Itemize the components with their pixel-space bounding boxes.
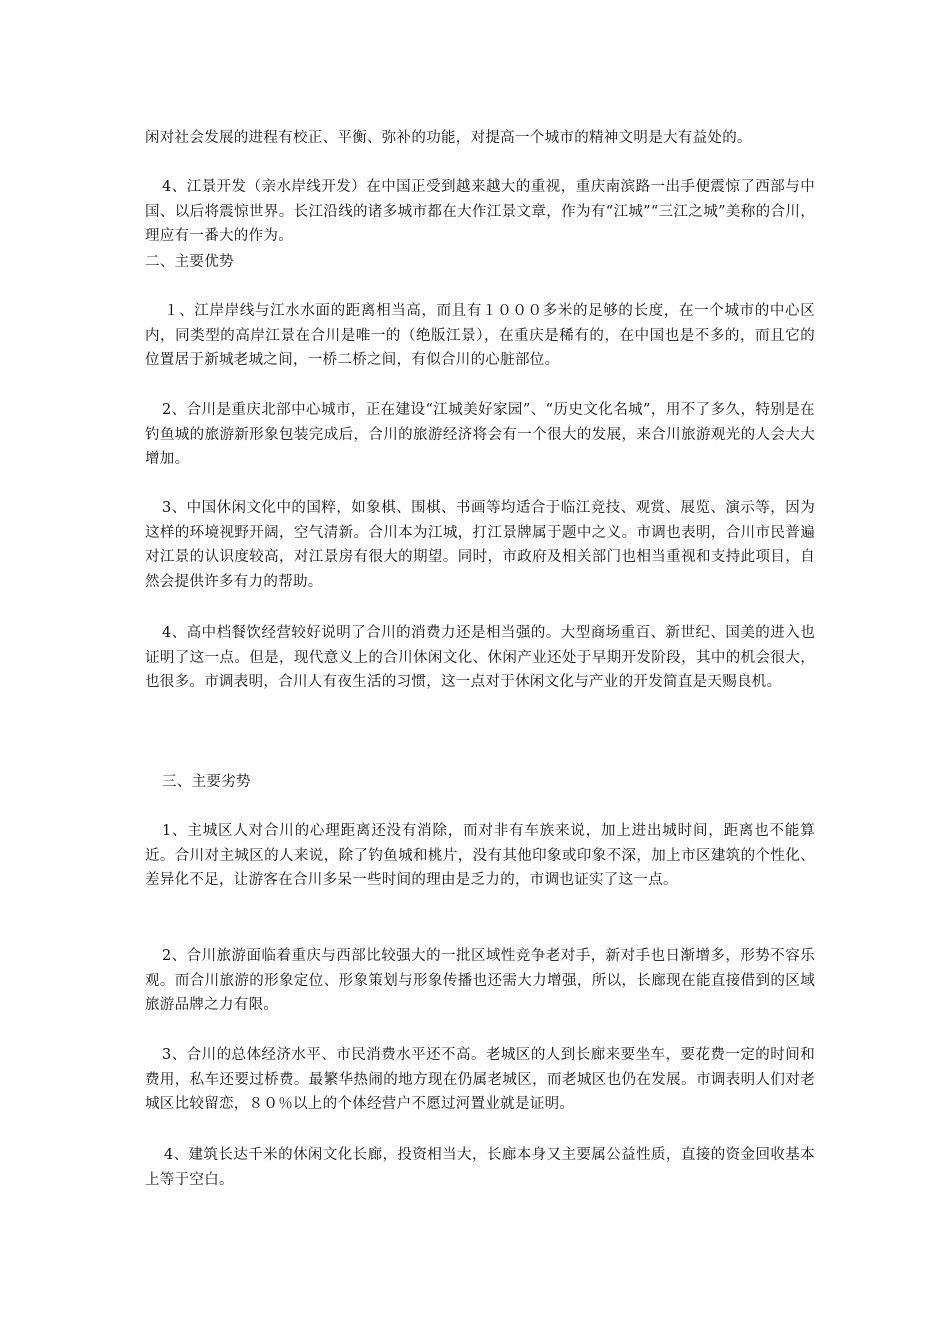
- section-3-heading: 三、主要劣势: [162, 774, 251, 790]
- section-2-heading: 二、主要优势: [145, 254, 234, 270]
- intro-tail-paragraph: 闲对社会发展的进程有校正、平衡、弥补的功能，对提高一个城市的精神文明是大有益处的。: [145, 130, 752, 146]
- advantage-paragraph-2: 2、合川是重庆北部中心城市，正在建设“江城美好家园”、“历史文化名城”，用不了多久，特别是在钓鱼城的旅游新形象包装完成后，合川的旅游经济将会有一个很大的发展，来合川旅游观光的人会大大增加。: [145, 402, 815, 467]
- point-4-paragraph: 4、江景开发（亲水岸线开发）在中国正受到越来越大的重视，重庆南滨路一出手便震惊了西部与中国、以后将震惊世界。长江沿线的诸多城市都在大作江景文章，作为有“江城”“三江之城”美称的合川，理应有一番大的作为。: [145, 179, 815, 244]
- disadvantage-paragraph-2: 2、合川旅游面临着重庆与西部比较强大的一批区域性竞争老对手，新对手也日渐增多，形势不容乐观。而合川旅游的形象定位、形象策划与形象传播也还需大力增强，所以，长廊现在能直接借到的区域旅游品牌之力有限。: [145, 948, 815, 1013]
- advantage-paragraph-4: 4、高中档餐饮经营较好说明了合川的消费力还是相当强的。大型商场重百、新世纪、国美的进入也证明了这一点。但是，现代意义上的合川休闲文化、休闲产业还处于早期开发阶段，其中的机会很大，也很多。市调表明，合川人有夜生活的习惯，这一点对于休闲文化与产业的开发简直是天赐良机。: [145, 625, 815, 690]
- advantage-paragraph-3: 3、中国休闲文化中的国粹，如象棋、围棋、书画等均适合于临江竞技、观赏、展览、演示等，因为这样的环境视野开阔，空气清新。合川本为江城，打江景牌属于题中之义。市调也表明，合川市民普遍对江景的认识度较高，对江景房有很大的期望。同时，市政府及相关部门也相当重视和支持此项目，自然会提供许多有力的帮助。: [145, 500, 815, 590]
- disadvantage-paragraph-3: 3、合川的总体经济水平、市民消费水平还不高。老城区的人到长廊来要坐车，要花费一定的时间和费用，私车还要过桥费。最繁华热闹的地方现在仍属老城区，而老城区也仍在发展。市调表明人们对老城区比较留恋，８０％以上的个体经营户不愿过河置业就是证明。: [145, 1047, 815, 1112]
- advantage-paragraph-1: １、江岸岸线与江水水面的距离相当高，而且有１０００多米的足够的长度，在一个城市的中心区内，同类型的高岸江景在合川是唯一的（绝版江景），在重庆是稀有的，在中国也是不多的，而且它的位置居于新城老城之间，一桥二桥之间，有似合川的心脏部位。: [145, 303, 815, 368]
- disadvantage-paragraph-4: 4、建筑长达千米的休闲文化长廊，投资相当大，长廊本身又主要属公益性质，直接的资金回收基本上等于空白。: [145, 1147, 815, 1188]
- disadvantage-paragraph-1: 1、主城区人对合川的心理距离还没有消除，而对非有车族来说，加上进出城时间，距离也不能算近。合川对主城区的人来说，除了钓鱼城和桃片，没有其他印象或印象不深，加上市区建筑的个性化、差异化不足，让游客在合川多呆一些时间的理由是乏力的，市调也证实了这一点。: [145, 823, 815, 888]
